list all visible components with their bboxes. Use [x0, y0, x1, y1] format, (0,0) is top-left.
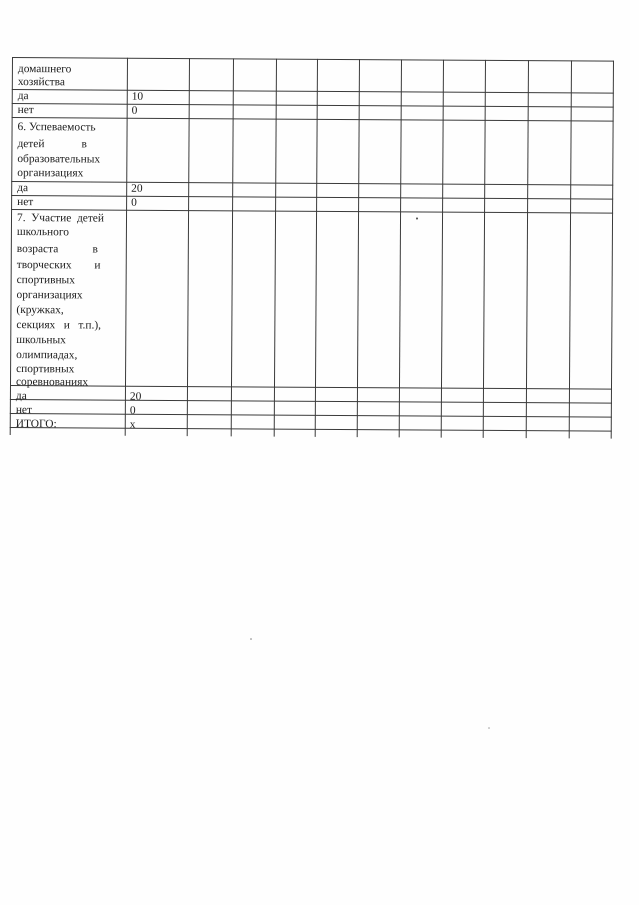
row-value-total: х [129, 418, 136, 431]
table-col-line [526, 60, 529, 438]
scan-speck [488, 727, 490, 729]
table-col-line [483, 60, 486, 438]
row-label-line: школьного [16, 226, 69, 239]
row-value: 0 [131, 196, 137, 209]
row-label-line: образовательных [17, 153, 101, 166]
row-label: да [15, 390, 27, 403]
row-label-line: олимпиадах, [16, 349, 78, 362]
row-value: 20 [131, 182, 143, 195]
row-label-line: хозяйства [17, 76, 65, 89]
table-col-line [399, 59, 402, 437]
row-label-line: творческих и [16, 259, 101, 272]
table-col-line [357, 59, 360, 437]
table-col-line [231, 58, 234, 436]
row-label: да [17, 182, 29, 195]
row-label-line: возраста в [16, 243, 98, 256]
table-col-line [274, 59, 277, 437]
row-label-line [18, 121, 126, 134]
row-value: 0 [131, 104, 138, 117]
scan-speck [416, 217, 418, 219]
table-col-line [441, 60, 444, 438]
row-value: 10 [131, 90, 144, 103]
scan-speck [250, 638, 252, 640]
table-col-line [315, 59, 318, 437]
row-label-total: ИТОГО: [15, 418, 57, 431]
row-label-line: детей в [17, 138, 87, 151]
row-label-line: спортивных [16, 363, 75, 376]
data-table [10, 57, 614, 439]
row-value: 20 [129, 390, 142, 403]
row-label-line: домашнего [17, 63, 72, 76]
row-label-line: соревнованиях [15, 376, 89, 389]
row-label-line: организациях [17, 167, 84, 180]
table-col-line [187, 58, 190, 436]
table-col-line [569, 60, 572, 438]
row-label: да [17, 90, 29, 103]
row-value: 0 [129, 404, 136, 417]
row-label-line: секциях и т.п.), [16, 319, 102, 332]
row-label: нет [17, 104, 34, 117]
row-label-line: (кружках, [16, 304, 64, 317]
row-label-line: 7. Участие детей [16, 212, 105, 225]
table-border-top [12, 57, 614, 62]
row-label: нет [17, 196, 34, 209]
row-label-line: спортивных [16, 274, 75, 287]
row-label: нет [15, 404, 33, 417]
label-word: 6. Успеваемость [17, 121, 96, 134]
table-border-left [10, 57, 13, 435]
row-label-line: организациях [16, 289, 83, 302]
table-border-right [611, 61, 614, 439]
row-label-line: школьных [16, 334, 66, 347]
